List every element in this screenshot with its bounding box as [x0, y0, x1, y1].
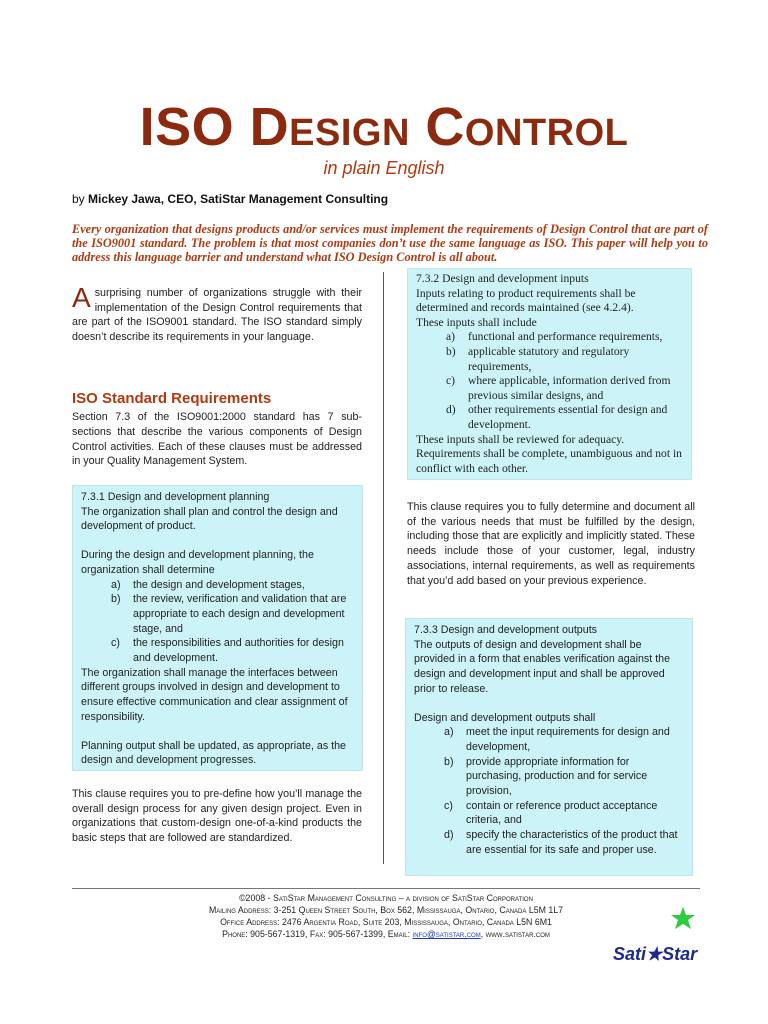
list-marker: c)	[111, 637, 120, 650]
document-title: ISO Design Control	[139, 97, 629, 157]
intro-paragraph: Every organization that designs products and/or services must implement the requirements of Design Control that are part of the ISO9001 standard. The problem is that most companies don’t use the same language as ISO. This paper will help you to address this language barrier and understand what ISO Design Control is all about.	[72, 222, 708, 264]
list-text: functional and performance requirements,	[468, 330, 663, 344]
green-star-icon	[671, 907, 695, 929]
clause-heading: 7.3.3 Design and development outputs	[414, 624, 598, 636]
clause-text: During the design and development planning, the organization shall determine	[81, 549, 314, 576]
clause-text: Design and development outputs shall	[414, 711, 596, 724]
section-body: Section 7.3 of the ISO9001:2000 standard has 7 sub-sections that describe the various components of Design Control activities. Each of these clauses must be addressed in your Quality Management System.	[72, 411, 362, 468]
drop-cap: A	[72, 282, 91, 313]
list-text: applicable statutory and regulatory requirements,	[468, 344, 630, 373]
list-marker: d)	[444, 829, 454, 842]
column-divider	[383, 272, 384, 864]
list-item	[81, 636, 354, 665]
list-item	[416, 330, 683, 345]
clause-text: Planning output shall be updated, as appropriate, as the design and development progresses.	[81, 739, 347, 767]
byline-prefix: by	[72, 192, 89, 206]
list-text: where applicable, information derived from previous similar designs, and	[468, 374, 671, 402]
list-marker: a)	[446, 330, 456, 344]
clause-box-7-3-1	[72, 485, 363, 771]
list-text: provide appropriate information for purchasing, production and for service provision,	[466, 755, 648, 798]
list-text: other requirements essential for design and development.	[468, 403, 668, 431]
list-marker: a)	[111, 578, 121, 591]
list-item	[414, 755, 684, 799]
list-marker: d)	[446, 403, 456, 417]
footer-website: , www.satistar.com	[480, 929, 550, 939]
clause-box-7-3-2	[407, 268, 692, 480]
list-item	[416, 345, 683, 374]
commentary-paragraph: This clause requires you to pre-define how you’ll manage the overall design process for any given design project. Even in organizations that custom-design one-of-a-kind products the basic steps that are followed are standardized.	[72, 788, 362, 845]
footer-copyright: ©2008 - SatiStar Management Consulting – a division of SatiStar Corporation	[239, 893, 533, 903]
list-text: specify the characteristics of the product that are essential for its safe and proper use.	[466, 829, 678, 856]
list-text: meet the input requirements for design and development,	[466, 726, 670, 753]
list-item	[81, 578, 354, 593]
clause-heading: 7.3.2 Design and development inputs	[416, 272, 589, 285]
clause-heading: 7.3.1 Design and development planning	[81, 491, 270, 503]
clause-text: These inputs shall be reviewed for adequacy. Requirements shall be complete, unambiguous and not in conflict with each other.	[416, 432, 682, 475]
footer-mailing-address: Mailing Address: 3-251 Queen Street South, Box 562, Mississauga, Ontario, Canada L5M 1L7	[208, 905, 564, 915]
list-item	[414, 828, 684, 857]
lead-text: surprising number of organizations struggle with their implementation of the Design Control requirements that are part of the ISO9001 standard. The ISO standard simply doesn’t describe its requirements in your language.	[72, 287, 362, 343]
document-subtitle: in plain English	[323, 158, 445, 178]
clause-text: These inputs shall include	[416, 315, 537, 329]
lead-paragraph	[72, 282, 362, 344]
clause-list	[81, 578, 354, 666]
clause-box-7-3-3	[405, 618, 693, 876]
footer-office-address: Office Address: 2476 Argentia Road, Suite 203, Mississauga, Ontario, Canada L5N 6M1	[220, 917, 552, 927]
byline	[72, 192, 388, 206]
satistar-logo-text: Sati★Star	[613, 944, 698, 964]
list-item	[414, 725, 684, 754]
clause-text: The outputs of design and development shall be provided in a form that enables verification against the design and development input and shall be approved prior to release.	[414, 638, 671, 695]
clause-list	[414, 725, 684, 857]
list-text: the design and development stages,	[133, 578, 305, 591]
footer-phone-fax: Phone: 905-567-1319, Fax: 905-567-1399, Email:	[222, 929, 413, 939]
email-link[interactable]: info@satistar.com	[412, 929, 481, 939]
section-title: ISO Standard Requirements	[72, 390, 272, 407]
clause-text: The organization shall manage the interfaces between different groups involved in design and development to ensure effective communication and clear assignment of responsibility.	[81, 666, 348, 723]
list-item	[81, 592, 354, 636]
clause-text: The organization shall plan and control the design and development of product.	[81, 505, 338, 533]
list-marker: a)	[444, 726, 454, 739]
clause-list	[416, 330, 683, 432]
list-marker: c)	[444, 799, 453, 812]
list-text: contain or reference product acceptance criteria, and	[466, 799, 658, 827]
commentary-paragraph: This clause requires you to fully determine and document all of the various needs that must be fulfilled by the design, including those that are explicitly and implicitly stated. These needs include those of your customer, legal, industry associations, internal requirements, as well as requirements that you’d add based on your previous experience.	[407, 501, 695, 587]
byline-author: Mickey Jawa, CEO, SatiStar Management Consulting	[88, 192, 389, 206]
footer-rule	[72, 888, 700, 889]
list-marker: b)	[444, 755, 454, 768]
list-marker: b)	[446, 344, 456, 358]
list-text: the review, verification and validation that are appropriate to each design and development stage, and	[133, 593, 347, 635]
list-item	[416, 403, 683, 432]
footer-contact	[72, 929, 700, 941]
list-item	[416, 374, 683, 403]
list-item	[414, 799, 684, 828]
list-text: the responsibilities and authorities for design and development.	[133, 637, 344, 665]
clause-text: Inputs relating to product requirements shall be determined and records maintained (see 4.2.4).	[416, 286, 636, 315]
list-marker: b)	[111, 593, 121, 606]
list-marker: c)	[446, 374, 456, 388]
